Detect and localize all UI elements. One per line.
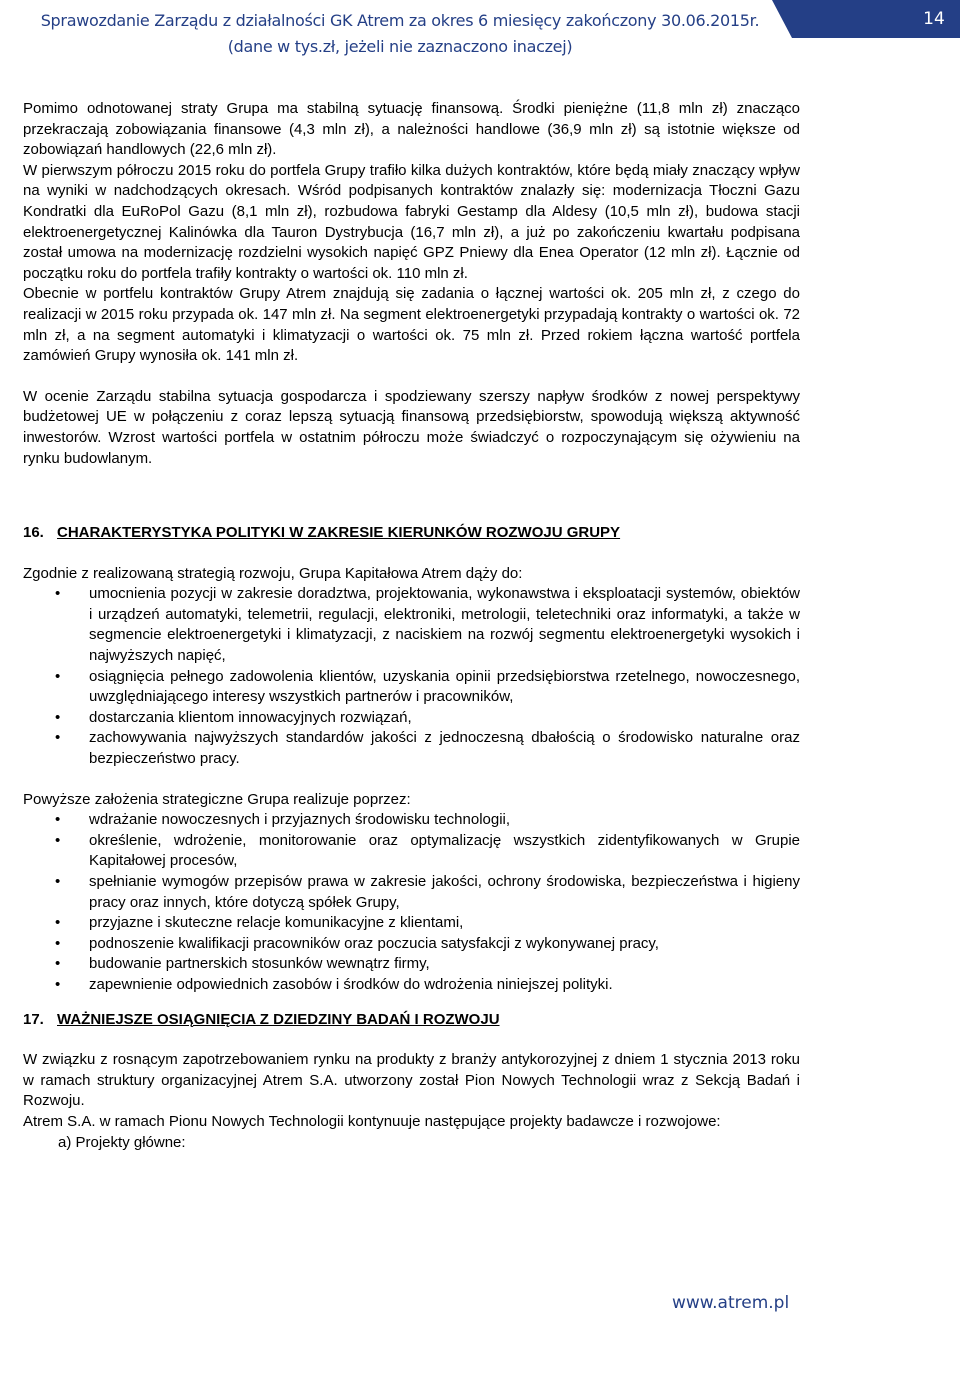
bullet-icon: • (55, 811, 61, 829)
spacer (23, 367, 800, 387)
list-item (23, 975, 800, 996)
section-17-number: 17. (23, 1010, 44, 1028)
list-item (23, 831, 800, 872)
list-item-text: umocnienia pozycji w zakresie doradztwa, projektowania, wykonawstwa i eksploatacji systemów, obiektów i urządzeń automatyki, telemetrii, regulacji, elektroniki, metrologii, teletechniki oraz informatyki, a także w segmencie elektroenergetyki i klimatyzacji, z naciskiem na rozwój segmentu elektroenergetyki wysokich i najwyższych napięć, (89, 585, 800, 665)
section-17-heading (23, 1010, 800, 1031)
list-item (23, 708, 800, 729)
list-item-text: określenie, wdrożenie, monitorowanie oraz optymalizację wszystkich zidentyfikowanych w Grupie Kapitałowej procesów, (89, 831, 800, 870)
list-item-text: wdrażanie nowoczesnych i przyjaznych środowisku technologii, (89, 811, 511, 829)
list-item-text: przyjazne i skuteczne relacje komunikacyjne z klientami, (89, 914, 464, 932)
section-16-lead-means: Powyższe założenia strategiczne Grupa realizuje poprzez: (23, 790, 411, 808)
section-17-title: WAŻNIEJSZE OSIĄGNIĘCIA Z DZIEDZINY BADAŃ I ROZWOJU (57, 1010, 500, 1028)
paragraph-portfolio: Obecnie w portfelu kontraktów Grupy Atrem znajdują się zadania o łącznej wartości ok. 205 mln zł, z czego do realizacji w 2015 roku przypada ok. 147 mln zł. Na segment elektroenergetyki przypadają kontrakty o wartości ok. 72 mln zł, a na segment automatyki i klimatyzacji o wartości ok. 75 mln zł. Przed rokiem łączna wartość portfela zamówień Grupy wynosiła ok. 141 mln zł. (23, 285, 800, 365)
spacer (23, 770, 800, 790)
bullet-icon: • (55, 831, 61, 849)
bullet-icon: • (55, 955, 61, 973)
bullet-icon: • (55, 934, 61, 952)
list-item (23, 913, 800, 934)
spacer (23, 469, 800, 489)
spacer (23, 489, 800, 509)
page-number-tab (792, 0, 960, 38)
report-title: Sprawozdanie Zarządu z działalności GK Atrem za okres 6 miesięcy zakończony 30.06.2015r. (40, 11, 760, 30)
goals-list (23, 584, 800, 769)
footer-url: www.atrem.pl (672, 1293, 790, 1313)
list-item (23, 872, 800, 913)
page-tab-slant (772, 0, 792, 38)
paragraph-new-contracts: W pierwszym półroczu 2015 roku do portfela Grupy trafiło kilka dużych kontraktów, które będą miały znaczący wpływ na wyniki w nadchodzących okresach. Wśród podpisanych kontraktów znalazły się: modernizacja Tłoczni Gazu Kondratki dla EuRoPol Gazu (8,1 mln zł), rozbudowa fabryki Gestamp dla Aldesy (10,5 mln zł), budowa stacji elektroenergetycznej Kalinówka dla Tauron Dystrybucja (16,7 mln zł), a już po zakończeniu kwartału podpisana został umowa na modernizację rozdzielni wysokich napięć GPZ Pniewy dla Enea Operator (12 mln zł). Łącznie od początku roku do portfela trafiły kontrakty o wartości ok. 110 mln zł. (23, 161, 800, 282)
list-item (23, 667, 800, 708)
page-number: 14 (923, 9, 945, 29)
list-item-text: zachowywania najwyższych standardów jakości z jednoczesną dbałością o środowisko naturalne oraz bezpieczeństwo pracy. (89, 729, 800, 768)
list-item-text: spełnianie wymogów przepisów prawa w zakresie jakości, ochrony środowiska, bezpieczeństwa i higieny pracy oraz innych, które dotyczą spółek Grupy, (89, 873, 800, 911)
paragraph-outlook: W ocenie Zarządu stabilna sytuacja gospodarcza i spodziewany szerszy napływ środków z nowej perspektywy budżetowej UE w połączeniu z coraz lepszą sytuacją finansową przedsiębiorstw, spowodują większą aktywność inwestorów. Wzrost wartości portfela w ostatnim półroczu może świadczyć o rozpoczynającym się ożywieniu na rynku budowlanym. (23, 387, 800, 467)
list-item-text: zapewnienie odpowiednich zasobów i środków do wdrożenia niniejszej polityki. (89, 975, 613, 993)
spacer (23, 1030, 800, 1050)
bullet-icon: • (55, 914, 61, 932)
list-item (23, 934, 800, 955)
list-item (23, 954, 800, 975)
bullet-icon: • (55, 708, 61, 726)
page-header (0, 0, 960, 60)
means-list (23, 810, 800, 995)
units-note: (dane w tys.zł, jeżeli nie zaznaczono inaczej) (227, 37, 573, 56)
list-item (23, 584, 800, 666)
list-item-text: dostarczania klientom innowacyjnych rozwiązań, (89, 708, 412, 726)
bullet-icon: • (55, 585, 61, 603)
list-item (23, 728, 800, 769)
section-16-title: CHARAKTERYSTYKA POLITYKI W ZAKRESIE KIERUNKÓW ROZWOJU GRUPY (57, 524, 621, 542)
section-16-heading (23, 523, 800, 544)
page-body (23, 99, 800, 1153)
list-item-text: osiągnięcia pełnego zadowolenia klientów, uzyskania opinii przedsiębiorstwa rzetelnego, nowoczesnego, uwzględniającego interesy wszystkich partnerów i pracowników, (89, 667, 800, 706)
bullet-icon: • (55, 667, 61, 685)
projects-main-label: a) Projekty główne: (58, 1133, 186, 1151)
bullet-icon: • (55, 975, 61, 993)
section-16-lead-goals: Zgodnie z realizowaną strategią rozwoju, Grupa Kapitałowa Atrem dąży do: (23, 564, 523, 582)
paragraph-rd-unit: W związku z rosnącym zapotrzebowaniem rynku na produkty z branży antykorozyjnej z dniem 1 stycznia 2013 roku w ramach struktury organizacyjnej Atrem S.A. utworzony został Pion Nowych Technologii wraz z Sekcją Badań i Rozwoju. (23, 1051, 800, 1110)
spacer (23, 544, 800, 564)
bullet-icon: • (55, 873, 61, 890)
list-item-text: budowanie partnerskich stosunków wewnątrz firmy, (89, 955, 430, 973)
list-item (23, 810, 800, 831)
paragraph-financial-situation: Pomimo odnotowanej straty Grupa ma stabilną sytuację finansową. Środki pieniężne (11,8 mln zł) znacząco przekraczają zobowiązania finansowe (4,3 mln zł), a należności handlowe (36,9 mln zł) są istotnie większe od zobowiązań handlowych (22,6 mln zł). (23, 100, 800, 159)
paragraph-rd-projects: Atrem S.A. w ramach Pionu Nowych Technologii kontynuuje następujące projekty badawcze i rozwojowe: (23, 1112, 721, 1130)
list-item-text: podnoszenie kwalifikacji pracowników oraz poczucia satysfakcji z wykonywanej pracy, (89, 934, 659, 952)
bullet-icon: • (55, 729, 61, 747)
section-16-number: 16. (23, 524, 44, 542)
